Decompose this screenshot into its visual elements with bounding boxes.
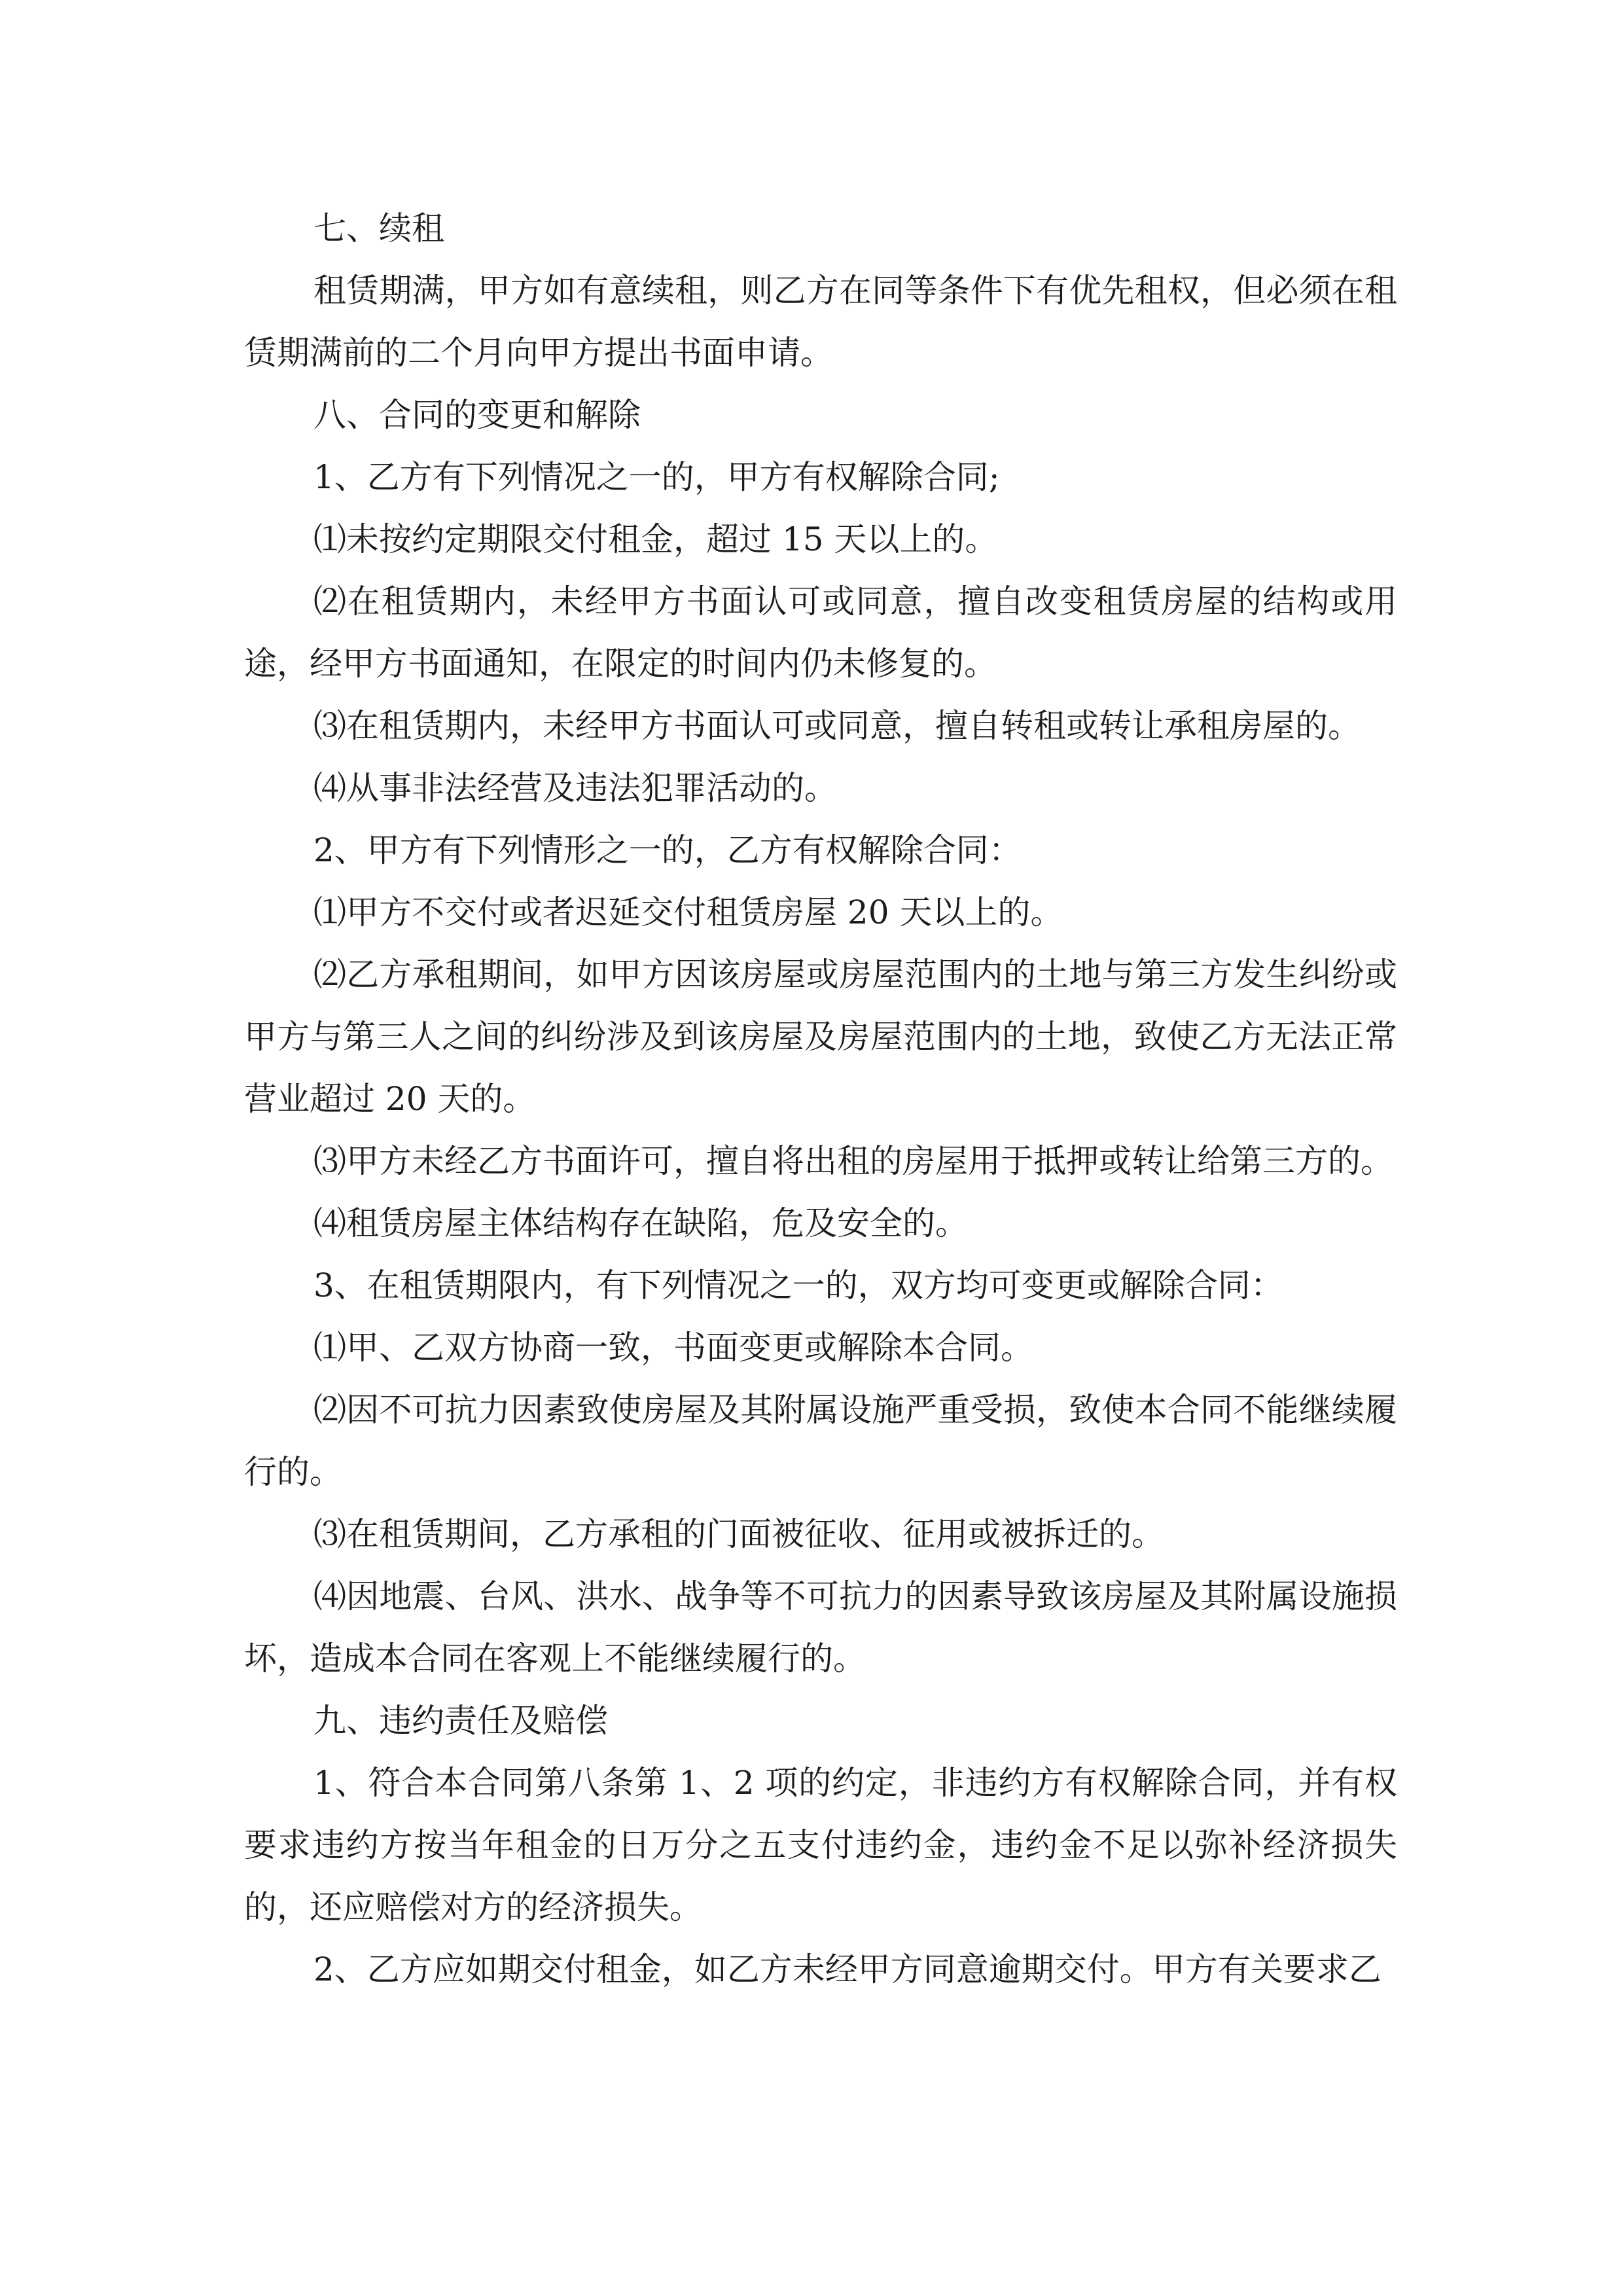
sub-clause-item: ⑵在租赁期内，未经甲方书面认可或同意，擅自改变租赁房屋的结构或用途，经甲方书面通知，在限定的时间内仍未修复的。: [244, 583, 1397, 683]
sub-clause-item: ⑷因地震、台风、洪水、战争等不可抗力的因素导致该房屋及其附属设施损坏，造成本合同在客观上不能继续履行的。: [244, 1577, 1397, 1677]
section-heading-renewal: 七、续租: [313, 209, 444, 247]
sub-clause-item: ⑶甲方未经乙方书面许可，擅自将出租的房屋用于抵押或转让给第三方的。: [313, 1142, 1393, 1180]
clause-item: 1、乙方有下列情况之一的，甲方有权解除合同;: [313, 458, 1000, 496]
section-heading-liability: 九、违约责任及赔偿: [313, 1702, 608, 1740]
sub-clause-item: ⑴甲、乙双方协商一致，书面变更或解除本合同。: [313, 1329, 1033, 1367]
sub-clause-item: ⑴未按约定期限交付租金，超过 15 天以上的。: [313, 520, 998, 558]
sub-clause-item: ⑷租赁房屋主体结构存在缺陷，危及安全的。: [313, 1204, 968, 1242]
clause-item: 2、甲方有下列情形之一的，乙方有权解除合同：: [313, 831, 1022, 869]
sub-clause-item: ⑶在租赁期内，未经甲方书面认可或同意，擅自转租或转让承租房屋的。: [313, 707, 1361, 745]
clause-item: 3、在租赁期限内，有下列情况之一的，双方均可变更或解除合同：: [313, 1266, 1283, 1304]
sub-clause-item: ⑵乙方承租期间，如甲方因该房屋或房屋范围内的土地与第三方发生纠纷或甲方与第三人之间的纠纷涉及到该房屋及房屋范围内的土地，致使乙方无法正常营业超过 20 天的。: [244, 956, 1397, 1118]
sub-clause-item: ⑵因不可抗力因素致使房屋及其附属设施严重受损，致使本合同不能继续履行的。: [244, 1391, 1397, 1491]
sub-clause-item: ⑴甲方不交付或者迟延交付租赁房屋 20 天以上的。: [313, 893, 1063, 931]
paragraph: 租赁期满，甲方如有意续租，则乙方在同等条件下有优先租权，但必须在租赁期满前的二个月向甲方提出书面申请。: [244, 272, 1397, 372]
sub-clause-item: ⑶在租赁期间，乙方承租的门面被征收、征用或被拆迁的。: [313, 1515, 1164, 1553]
clause-item: 1、符合本合同第八条第 1、2 项的约定，非违约方有权解除合同，并有权要求违约方按当年租金的日万分之五支付违约金，违约金不足以弥补经济损失的，还应赔偿对方的经济损失。: [244, 1764, 1397, 1926]
sub-clause-item: ⑷从事非法经营及违法犯罪活动的。: [313, 769, 837, 807]
clause-item: 2、乙方应如期交付租金，如乙方未经甲方同意逾期交付。甲方有关要求乙: [313, 1950, 1382, 1988]
document-body: [244, 198, 1397, 2001]
section-heading-change-termination: 八、合同的变更和解除: [313, 396, 641, 434]
